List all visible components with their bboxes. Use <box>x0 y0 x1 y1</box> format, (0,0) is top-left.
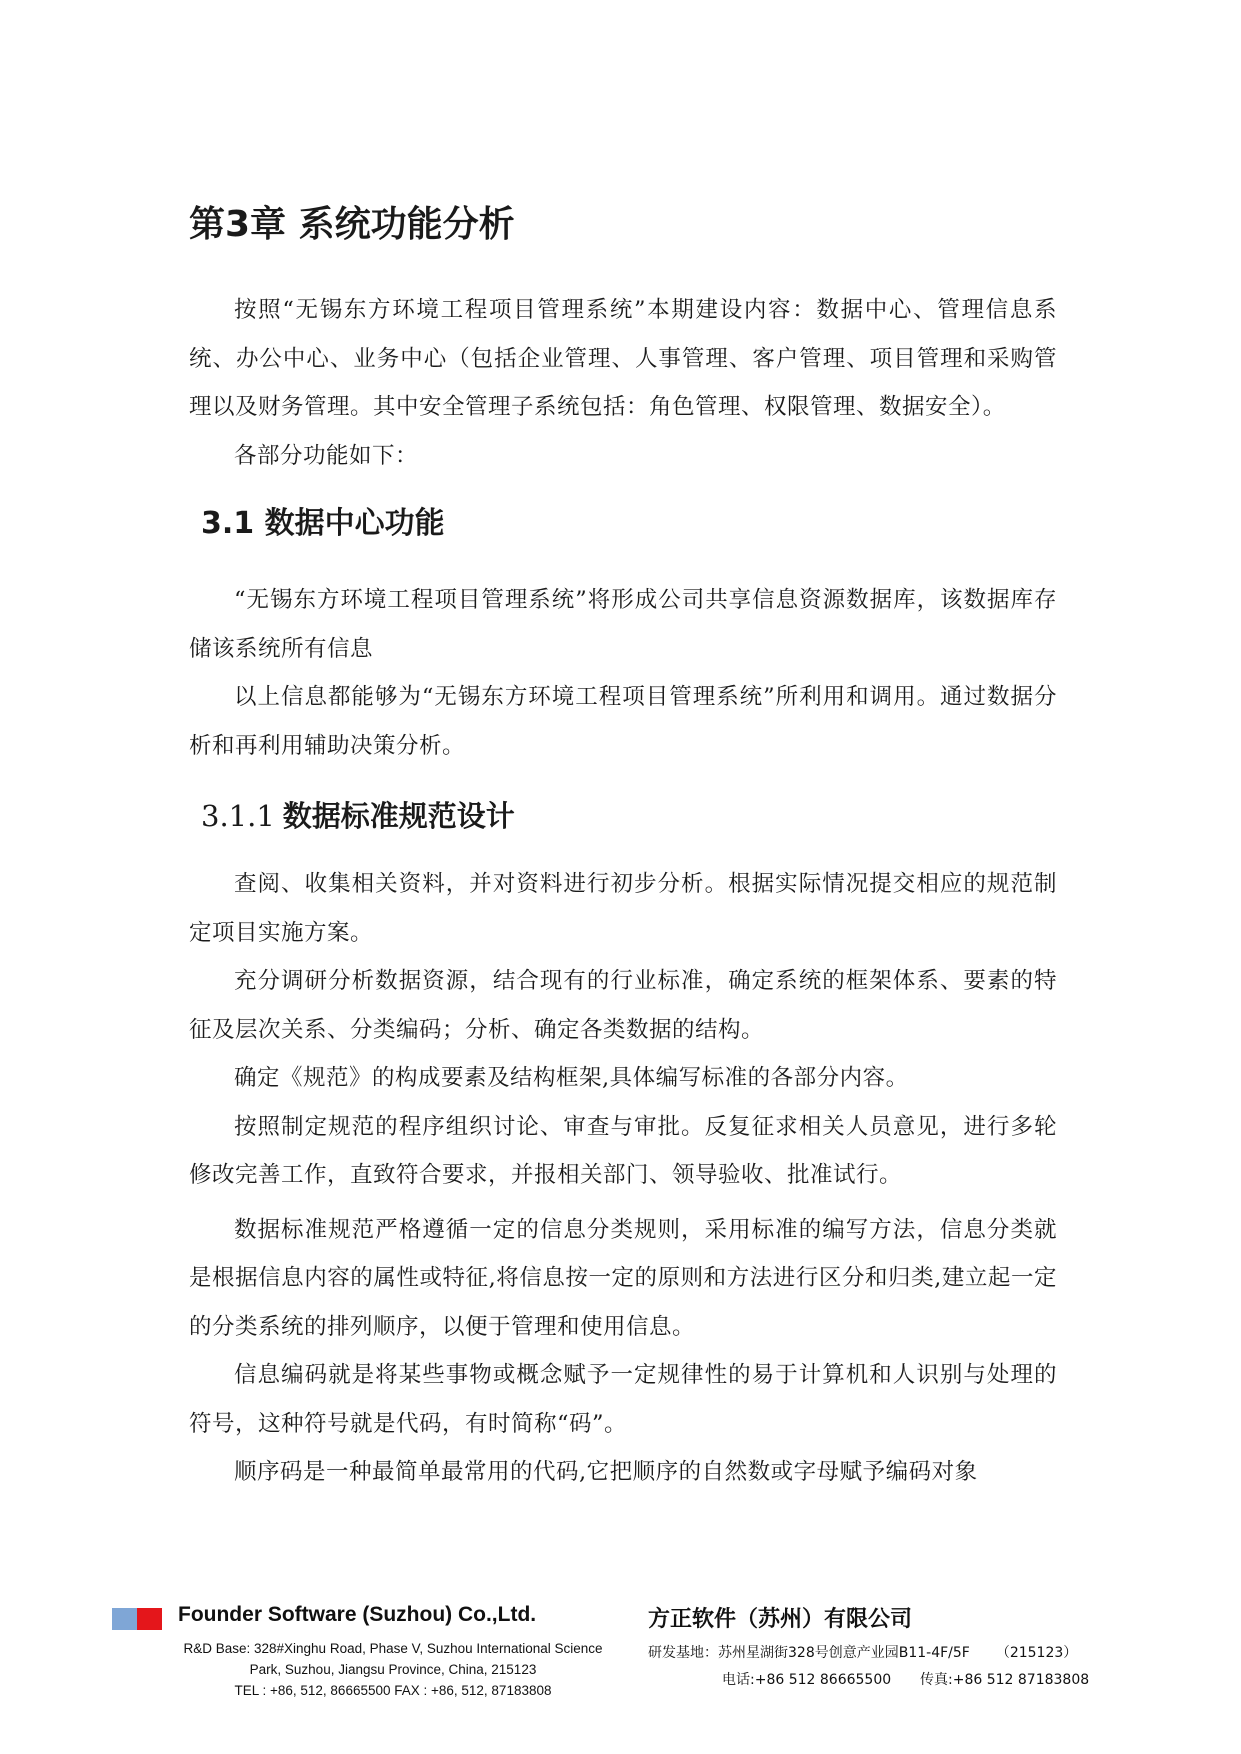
chapter-title: 第3章 系统功能分析 <box>189 204 515 245</box>
document-body <box>189 200 1057 1497</box>
section-3-1-title: 3.1 数据中心功能 <box>201 506 445 541</box>
company-name-cn: 方正软件（苏州）有限公司 <box>648 1607 913 1632</box>
company-address-en <box>178 1638 608 1701</box>
body-paragraph: 充分调研分析数据资源，结合现有的行业标准，确定系统的框架体系、要素的特征及层次关系、分类编码；分析、确定各类数据的结构。 <box>189 968 1057 1043</box>
address-line-2: Park, Suzhou, Jiangsu Province, China, 215123 <box>249 1662 537 1677</box>
company-name-en: Founder Software (Suzhou) Co.,Ltd. <box>178 1603 537 1626</box>
body-paragraph: 顺序码是一种最简单最常用的代码,它把顺序的自然数或字母赋予编码对象 <box>234 1459 978 1485</box>
section-3-1-1-title <box>201 792 1057 840</box>
logo-red-block <box>137 1608 162 1630</box>
page-footer <box>0 1596 1241 1754</box>
company-address-cn <box>648 1642 1077 1662</box>
postcode: （215123） <box>995 1645 1078 1661</box>
body-paragraph: 数据标准规范严格遵循一定的信息分类规则，采用标准的编写方法，信息分类就是根据信息内容的属性或特征,将信息按一定的原则和方法进行区分和归类,建立起一定的分类系统的排列顺序，以便于管理和使用信息。 <box>189 1216 1057 1340</box>
address-cn: 研发基地：苏州星湖街328号创意产业园B11-4F/5F <box>648 1645 970 1661</box>
intro-paragraph-2: 各部分功能如下： <box>234 442 419 469</box>
body-paragraph: 确定《规范》的构成要素及结构框架,具体编写标准的各部分内容。 <box>234 1065 909 1091</box>
body-paragraph: 信息编码就是将某些事物或概念赋予一定规律性的易于计算机和人识别与处理的符号，这种符号就是代码，有时简称“码”。 <box>189 1362 1057 1437</box>
intro-paragraph-1: 按照“无锡东方环境工程项目管理系统”本期建设内容：数据中心、管理信息系统、办公中心、业务中心（包括企业管理、人事管理、客户管理、项目管理和采购管理以及财务管理。其中安全管理子系统包括：角色管理、权限管理、数据安全）。 <box>189 297 1057 420</box>
section-number: 3.1.1 <box>201 799 275 833</box>
company-logo-icon <box>112 1608 162 1630</box>
phone-cn: 电话:+86 512 86665500 <box>722 1672 892 1688</box>
fax-cn: 传真:+86 512 87183808 <box>920 1672 1090 1688</box>
address-line-1: R&D Base: 328#Xinghu Road, Phase V, Suzhou International Science <box>183 1641 603 1656</box>
section-heading-text: 数据标准规范设计 <box>282 799 515 833</box>
section-3-1-paragraph-2: 以上信息都能够为“无锡东方环境工程项目管理系统”所利用和调用。通过数据分析和再利用辅助决策分析。 <box>189 684 1057 759</box>
body-paragraph: 查阅、收集相关资料，并对资料进行初步分析。根据实际情况提交相应的规范制定项目实施方案。 <box>189 871 1057 946</box>
section-3-1-paragraph-1: “无锡东方环境工程项目管理系统”将形成公司共享信息资源数据库，该数据库存储该系统所有信息 <box>189 587 1057 662</box>
logo-blue-block <box>112 1608 137 1630</box>
contact-line: TEL : +86, 512, 86665500 FAX : +86, 512, 87183808 <box>234 1683 552 1698</box>
body-paragraph: 按照制定规范的程序组织讨论、审查与审批。反复征求相关人员意见，进行多轮修改完善工作，直致符合要求，并报相关部门、领导验收、批准试行。 <box>189 1113 1057 1188</box>
